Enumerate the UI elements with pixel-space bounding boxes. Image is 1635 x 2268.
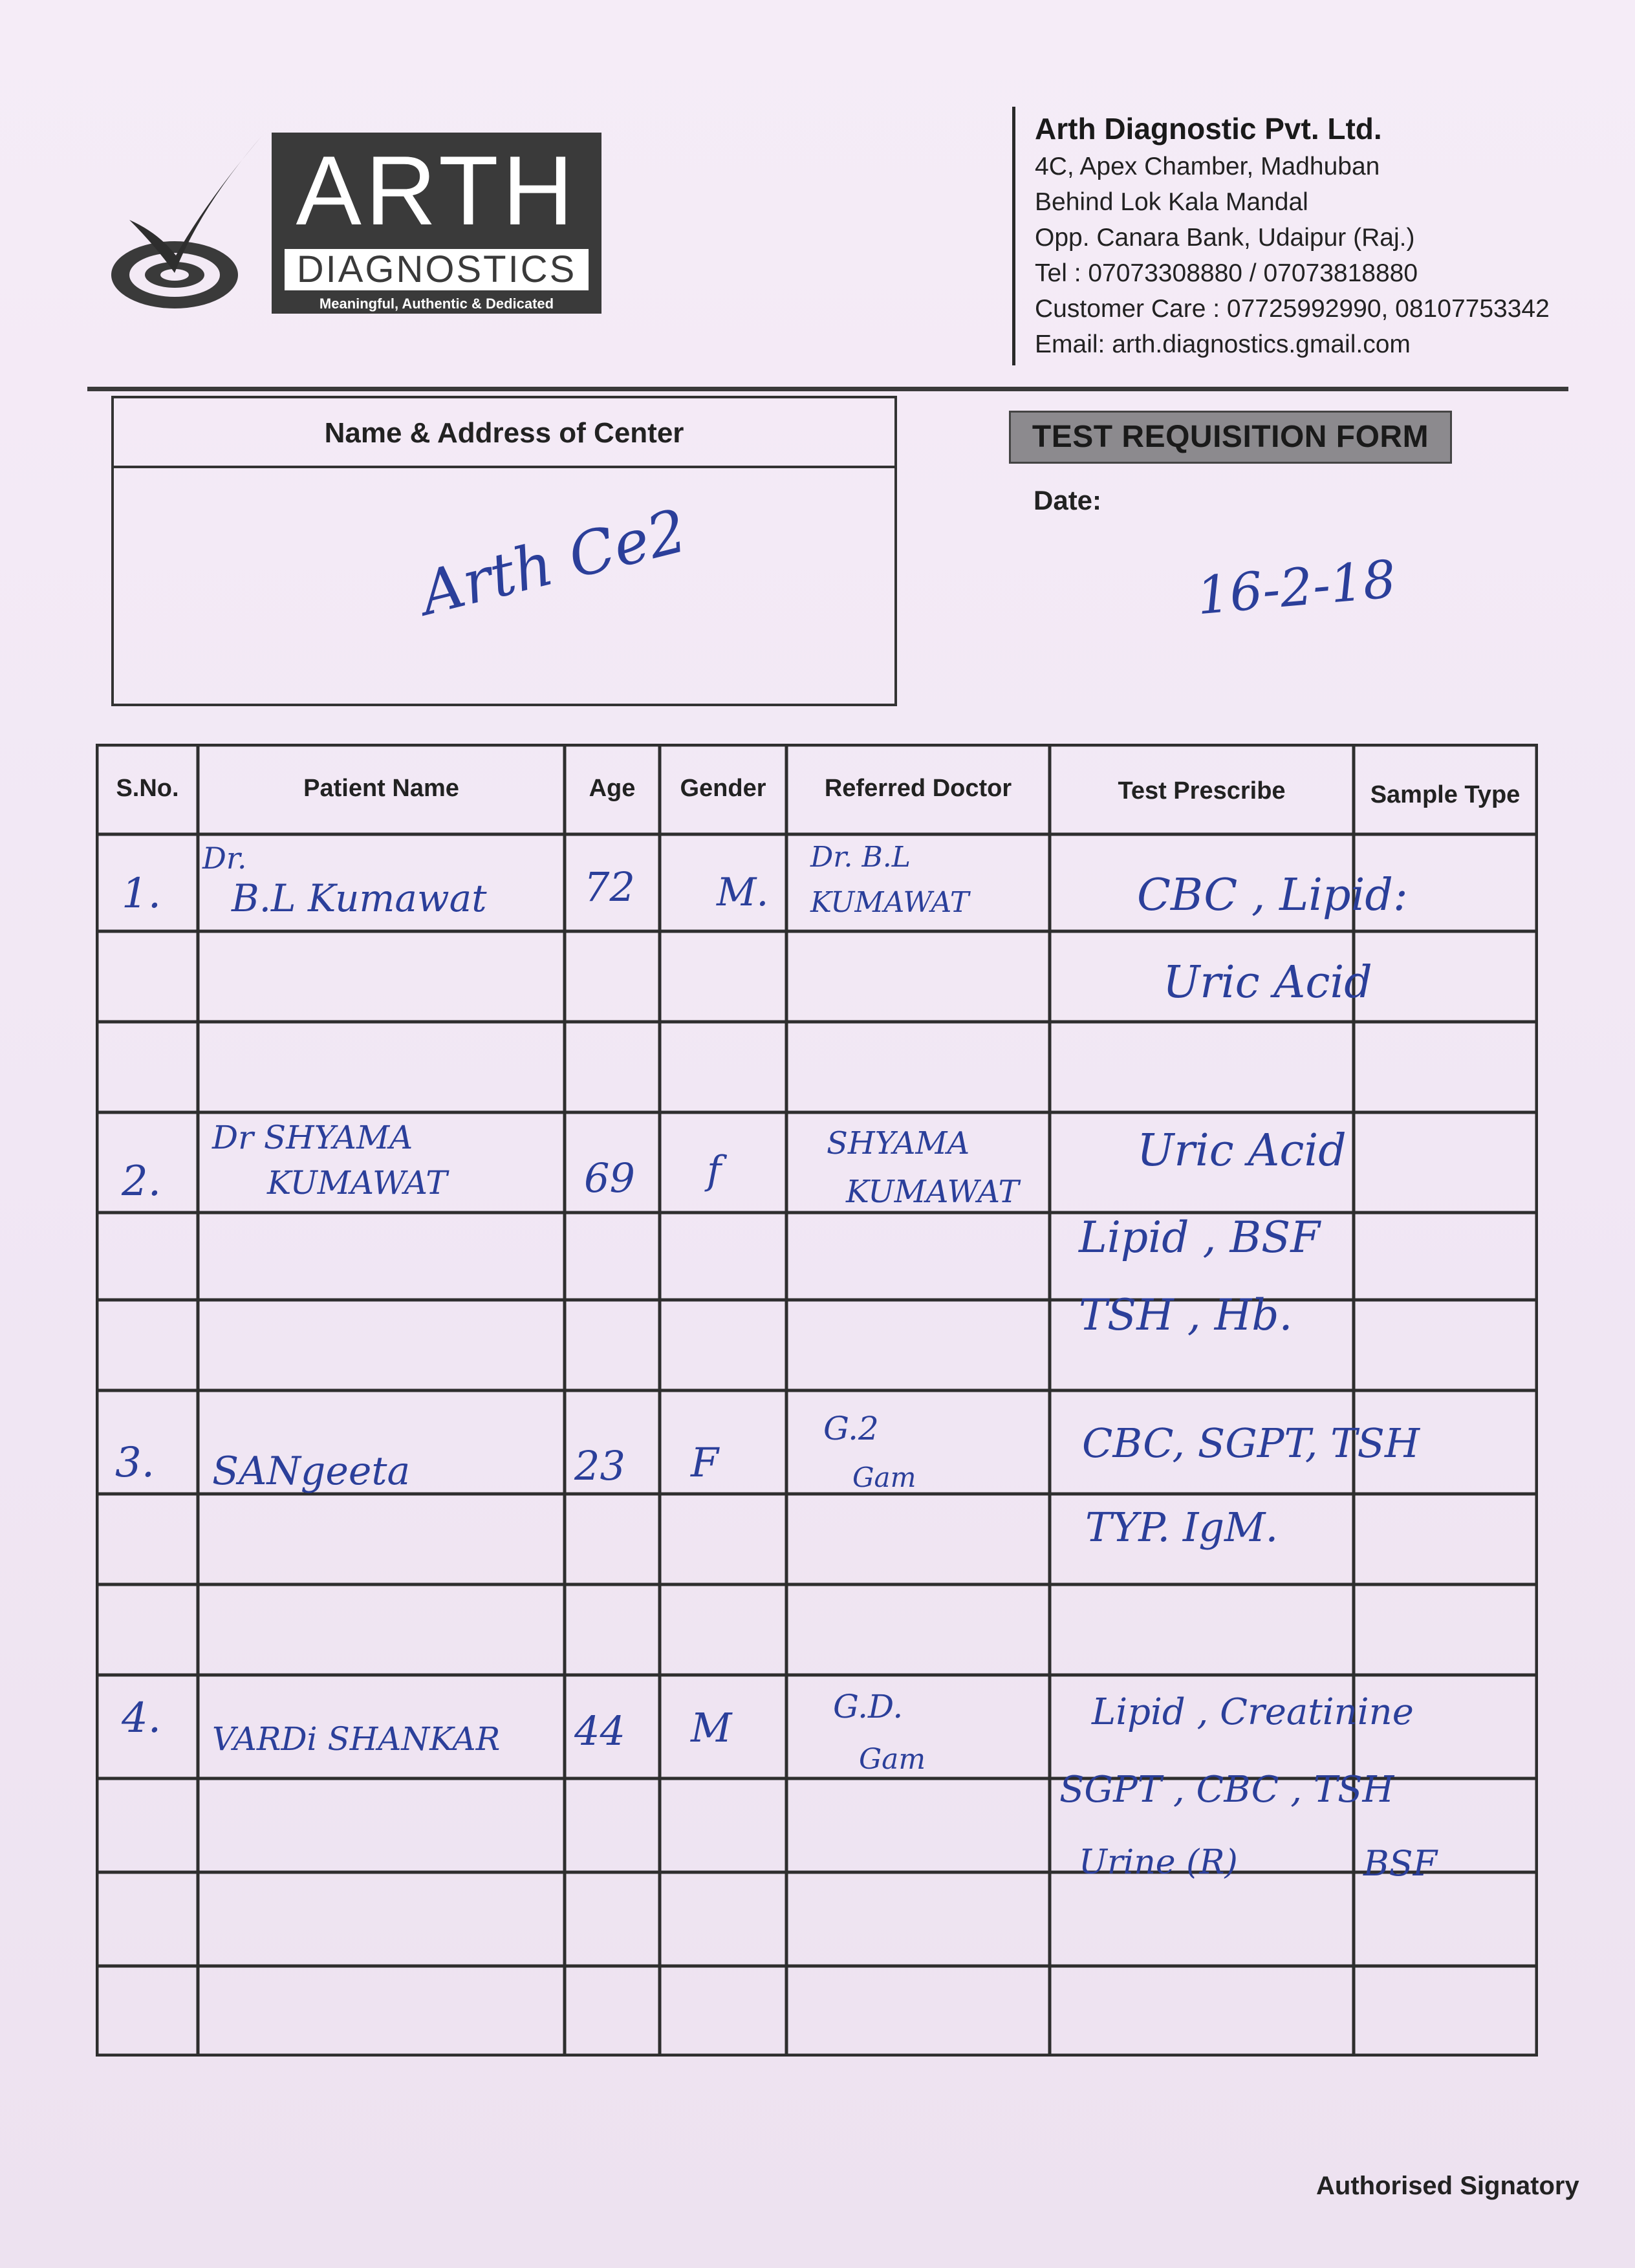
entry-2-age: 69 bbox=[584, 1154, 635, 1202]
logo-subtitle: DIAGNOSTICS bbox=[285, 249, 589, 290]
table-grid bbox=[96, 744, 1538, 2057]
entry-3-doctor-line: G.2 bbox=[823, 1410, 879, 1447]
entry-2-test-line: Lipid , BSF bbox=[1079, 1213, 1320, 1262]
header-test-prescribe: Test Prescribe bbox=[1118, 777, 1286, 805]
header-rule bbox=[87, 387, 1568, 391]
entry-3-sno: 3. bbox=[115, 1439, 155, 1487]
entry-2-test-line: Uric Acid bbox=[1137, 1125, 1347, 1176]
date-label: Date: bbox=[1034, 485, 1102, 515]
email-line: Email: arth.diagnostics.gmail.com bbox=[1035, 330, 1411, 358]
company-divider bbox=[1012, 107, 1015, 365]
entry-3-gender: F bbox=[691, 1439, 719, 1486]
entry-1-sno: 1. bbox=[122, 870, 162, 918]
entry-2-name-line: Dr SHYAMA bbox=[212, 1119, 413, 1156]
logo-tagline: Meaningful, Authentic & Dedicated bbox=[319, 296, 554, 312]
header-sno: S.No. bbox=[116, 775, 179, 802]
entry-3-name: SANgeeta bbox=[212, 1449, 411, 1494]
entry-3-test-line: CBC, SGPT, TSH bbox=[1082, 1420, 1420, 1467]
authorised-signatory-label: Authorised Signatory bbox=[1316, 2172, 1579, 2200]
form-title: TEST REQUISITION FORM bbox=[1009, 411, 1452, 464]
entry-4-test-line: SGPT , CBC , TSH bbox=[1059, 1769, 1394, 1811]
customer-care-line: Customer Care : 07725992990, 08107753342 bbox=[1035, 295, 1550, 323]
entry-2-name-line: KUMAWAT bbox=[267, 1164, 448, 1202]
entry-1-gender: M. bbox=[717, 870, 769, 915]
entry-1-age: 72 bbox=[584, 863, 635, 911]
entry-3-age: 23 bbox=[574, 1442, 625, 1489]
center-heading: Name & Address of Center bbox=[114, 398, 894, 468]
entry-4-gender: M bbox=[691, 1704, 732, 1751]
entry-2-doctor-line: SHYAMA bbox=[827, 1125, 970, 1161]
address-line: Opp. Canara Bank, Udaipur (Raj.) bbox=[1035, 224, 1415, 252]
header-age: Age bbox=[589, 775, 636, 802]
entry-1-name: B.L Kumawat bbox=[232, 876, 487, 920]
entry-1-doctor-line: Dr. B.L bbox=[810, 841, 911, 874]
entry-4-test-line: Urine (R) bbox=[1079, 1843, 1238, 1882]
entry-4-sample-type: BSF bbox=[1363, 1843, 1438, 1884]
arth-logo bbox=[103, 123, 608, 336]
entry-4-doctor-line: Gam bbox=[859, 1743, 926, 1776]
company-address-block bbox=[1035, 109, 1591, 362]
patient-table bbox=[96, 744, 1538, 2057]
target-check-icon bbox=[103, 123, 298, 336]
entry-1-name-prefix: Dr. bbox=[202, 841, 247, 876]
entry-4-age: 44 bbox=[574, 1707, 625, 1755]
logo-wordmark: ARTH bbox=[296, 136, 578, 246]
entry-3-test-line: TYP. IgM. bbox=[1085, 1504, 1279, 1551]
center-address-box bbox=[111, 396, 897, 706]
entry-2-gender: f bbox=[707, 1148, 722, 1193]
date-value: 16-2-18 bbox=[1194, 548, 1399, 627]
entry-1-test-line: CBC , Lipid: bbox=[1137, 870, 1408, 921]
entry-2-doctor-line: KUMAWAT bbox=[846, 1174, 1019, 1210]
entry-4-doctor-line: G.D. bbox=[833, 1688, 904, 1725]
header-gender: Gender bbox=[680, 775, 766, 802]
header-referred-doctor: Referred Doctor bbox=[824, 775, 1012, 802]
entry-1-doctor-line: KUMAWAT bbox=[810, 886, 969, 919]
header-sample-type: Sample Type bbox=[1370, 781, 1521, 808]
entry-4-sno: 4. bbox=[122, 1694, 162, 1742]
entry-3-doctor-line: Gam bbox=[852, 1462, 916, 1493]
entry-4-name: VARDi SHANKAR bbox=[212, 1720, 501, 1758]
center-handwriting: Arth Ce2 bbox=[413, 495, 693, 629]
logo-wordmark-box bbox=[272, 133, 601, 314]
entry-4-test-line: Lipid , Creatinine bbox=[1092, 1691, 1414, 1733]
header-patient-name: Patient Name bbox=[303, 775, 459, 802]
entry-2-test-line: TSH , Hb. bbox=[1079, 1290, 1293, 1340]
company-name: Arth Diagnostic Pvt. Ltd. bbox=[1035, 112, 1382, 146]
address-line: 4C, Apex Chamber, Madhuban bbox=[1035, 153, 1380, 180]
address-line: Behind Lok Kala Mandal bbox=[1035, 188, 1308, 216]
entry-1-test-line: Uric Acid bbox=[1163, 957, 1372, 1008]
phone-line: Tel : 07073308880 / 07073818880 bbox=[1035, 259, 1418, 287]
entry-2-sno: 2. bbox=[122, 1158, 162, 1205]
